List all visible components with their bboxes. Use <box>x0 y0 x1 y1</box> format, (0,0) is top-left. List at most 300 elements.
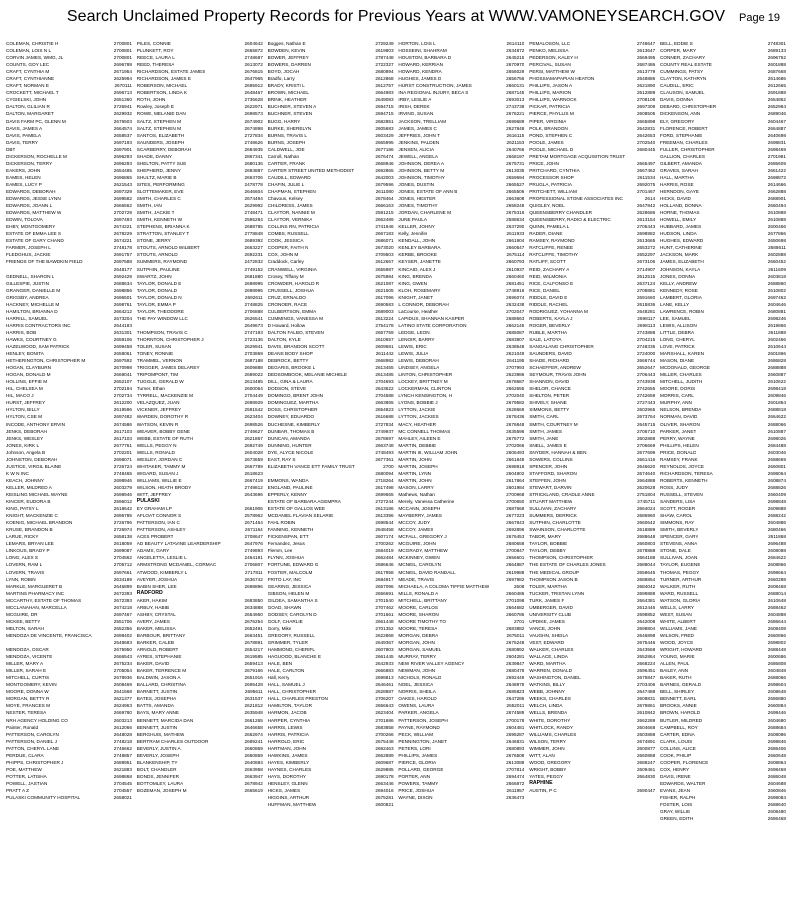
record-row <box>660 688 786 695</box>
record-row <box>660 449 786 456</box>
owner-name: EDWIN, TOLOVA <box>6 217 43 223</box>
owner-name: BARNES, GERALD <box>659 682 702 688</box>
property-id: 2621543 <box>113 181 132 187</box>
property-id: 2613779 <box>636 69 656 75</box>
record-row <box>268 301 394 308</box>
record-row <box>529 449 655 456</box>
record-row <box>398 752 524 759</box>
record-row <box>268 794 394 801</box>
record-row <box>398 174 524 181</box>
record-row <box>268 75 394 82</box>
property-id: 2615836 <box>636 301 656 307</box>
property-id: 2646604 <box>244 188 263 194</box>
property-id: 2726941 <box>113 104 132 110</box>
owner-name: POE, MATTHEW <box>6 766 42 772</box>
property-id: 2676508 <box>506 752 525 758</box>
record-row <box>529 569 655 576</box>
record-row <box>529 435 655 442</box>
record-row <box>529 752 655 759</box>
property-id: 2612667 <box>375 259 394 265</box>
record-row <box>660 731 786 738</box>
property-id: 2665898 <box>636 118 656 124</box>
record-row <box>529 632 655 639</box>
owner-name: PLUNKETT, ROY <box>136 48 174 54</box>
record-row <box>660 702 786 709</box>
owner-name: STEWART, DARVIN <box>529 484 572 490</box>
property-id: 2681880 <box>244 273 263 279</box>
owner-name: CHILDRESS, JAMES <box>267 203 313 209</box>
property-id: 2673764 <box>636 414 656 420</box>
property-id: 2707462 <box>375 604 394 610</box>
record-row <box>660 75 786 82</box>
property-id: 2617096 <box>375 294 394 300</box>
property-id: 2701981 <box>767 153 786 159</box>
property-id: 2698026 <box>767 435 786 441</box>
owner-name: JUNE PAULA <box>398 217 427 223</box>
property-id: 2645715 <box>636 421 656 427</box>
property-id: 2623404 <box>244 414 263 420</box>
property-id: 2867341 <box>244 153 263 159</box>
record-row <box>137 604 263 611</box>
property-id: 2698469 <box>767 146 786 152</box>
record-row <box>6 695 132 702</box>
owner-name: YOUNG, MARIE <box>659 654 695 660</box>
property-id: 2706888 <box>244 308 263 314</box>
property-id: 2698761 <box>113 301 132 307</box>
record-row <box>268 442 394 449</box>
owner-name: SALE, LATOYA <box>529 336 562 342</box>
property-id: 2604668 <box>636 724 656 730</box>
record-row <box>398 498 524 505</box>
record-row <box>6 146 132 153</box>
owner-name: CRANWELL, VIRGINIA <box>267 266 317 272</box>
property-id: 2698246 <box>767 315 786 321</box>
property-id: 2708108 <box>636 97 656 103</box>
record-row <box>529 505 655 512</box>
record-row <box>268 561 394 568</box>
record-row <box>660 597 786 604</box>
record-row <box>268 505 394 512</box>
property-id: 2700262 <box>375 541 394 547</box>
property-id: 2696451 <box>636 668 656 674</box>
owner-name: SHAW, CAROL <box>659 513 693 519</box>
property-id: 2688818 <box>767 407 786 413</box>
property-id: 2680466 <box>767 527 786 533</box>
record-row <box>6 604 132 611</box>
property-id: 2602888 <box>636 435 656 441</box>
owner-name: MC CONNELL THOMAS <box>398 428 451 434</box>
property-id: 2603213 <box>113 717 132 723</box>
owner-name: FARMER, JOSEPH L <box>6 245 51 251</box>
record-row <box>6 392 132 399</box>
property-id: 2748687 <box>244 55 263 61</box>
owner-name: STONE, JERRY <box>136 238 171 244</box>
property-id: 2701540 <box>375 597 394 603</box>
owner-name: KING, BRENDA <box>398 273 432 279</box>
owner-name: LOVERN, TRAVIS <box>6 569 45 575</box>
property-id: 2674898 <box>244 125 263 131</box>
record-row <box>398 533 524 540</box>
record-row <box>137 540 263 547</box>
property-id: 2648978 <box>506 682 525 688</box>
property-id: 2676503 <box>113 118 132 124</box>
record-row <box>137 167 263 174</box>
owner-name: SNELL, JAMES E <box>529 442 567 448</box>
record-row <box>137 350 263 357</box>
property-id: 2624963 <box>113 703 132 709</box>
record-row <box>137 660 263 667</box>
owner-name: MITCHELL, BRITTANY <box>398 597 448 603</box>
owner-name: ENGLAND, PAULINE <box>267 484 313 490</box>
owner-name: TAYLOR, EUGENE <box>659 562 701 568</box>
property-id: 2602965 <box>636 407 656 413</box>
owner-name: SULLIVAN, ZACHARY <box>529 506 577 512</box>
property-id: 2604886 <box>767 520 786 526</box>
property-id: 2724000 <box>636 351 656 357</box>
owner-name: THOMPSON, TRAVIS C <box>136 329 188 335</box>
property-id: 2656756 <box>506 76 525 82</box>
owner-name: BENNETT, MARCIDA DAN <box>136 717 194 723</box>
record-row <box>529 273 655 280</box>
record-row <box>6 251 132 258</box>
property-id: 2683887 <box>244 167 263 173</box>
owner-name: MCNEIL, CAROLYN <box>398 562 442 568</box>
record-row <box>529 75 655 82</box>
record-row <box>398 153 524 160</box>
owner-name: GEDNELL, SHARON L <box>6 273 55 279</box>
property-id: 2692429 <box>113 273 132 279</box>
owner-name: PIPER, VIRGINIA <box>529 118 567 124</box>
record-row <box>660 350 786 357</box>
record-row <box>398 449 524 456</box>
property-id: 2662489 <box>375 217 394 223</box>
record-row <box>6 68 132 75</box>
record-row <box>660 181 786 188</box>
property-id: 2698868 <box>113 773 132 779</box>
record-row <box>268 421 394 428</box>
owner-name: SMITH, JANE <box>529 435 559 441</box>
owner-name: Hall, Kerry <box>267 675 290 681</box>
record-row <box>137 188 263 195</box>
property-id: 2607803 <box>375 647 394 653</box>
property-id: 2675448 <box>375 738 394 744</box>
record-row <box>268 611 394 618</box>
property-id: 2696488 <box>767 541 786 547</box>
owner-name: KOENIG, MICHAEL BRANDON <box>6 520 73 526</box>
owner-name: SITES, PERFORMING <box>136 181 185 187</box>
owner-name: BRADY, KRISTI L <box>267 83 305 89</box>
record-row <box>6 315 132 322</box>
owner-name: KELLER, JOHNY <box>398 224 435 230</box>
record-row <box>268 498 394 505</box>
record-row <box>268 181 394 188</box>
owner-name: HALE, BEN <box>267 661 293 667</box>
property-id: 2646899 <box>113 583 132 589</box>
record-row <box>529 773 655 780</box>
record-row <box>660 463 786 470</box>
owner-name: MCCANN, JOSEPH <box>398 506 441 512</box>
owner-name: MENDOZA, OSCAR <box>6 647 49 653</box>
owner-name: RICE, CALFONSO E <box>529 280 574 286</box>
owner-name: DUNCAN, AMANDA <box>267 435 311 441</box>
record-row <box>529 597 655 604</box>
property-id: 2661416 <box>636 456 656 462</box>
owner-name: HIL, MACO J <box>6 393 34 399</box>
property-id: 2663865 <box>375 400 394 406</box>
owner-name: STUART MATTHEW <box>529 499 573 505</box>
property-id: 2658061 <box>113 351 132 357</box>
owner-name: KNIGHT, JANET <box>398 294 434 300</box>
record-row <box>137 329 263 336</box>
property-id: 2670111 <box>114 83 132 89</box>
property-id: 2672393 <box>113 590 132 596</box>
owner-name: MILLER, SARAH E <box>6 668 47 674</box>
owner-name: SULLIVAN, JOAN <box>659 555 698 561</box>
owner-name: WILLIAMS, JANE <box>659 625 697 631</box>
property-id: 2698071 <box>113 456 132 462</box>
property-id: 2621049 <box>506 351 525 357</box>
record-row <box>529 392 655 399</box>
owner-name: HICKS, DAVID <box>659 196 691 202</box>
property-id: 2643696 <box>244 492 263 497</box>
owner-name: ARMSTRONG MCDANIEL, CORMAC <box>136 562 217 568</box>
owner-name: WATSON, GLORIA <box>659 597 701 603</box>
record-row <box>660 435 786 442</box>
record-row <box>398 118 524 125</box>
owner-name: EVANS, JEAN <box>659 787 691 793</box>
property-id: 2698813 <box>375 675 394 681</box>
property-id: 2611933 <box>506 231 525 237</box>
owner-name: HUGHES, EDWARD <box>659 238 704 244</box>
record-row <box>398 202 524 209</box>
record-row <box>137 61 263 68</box>
owner-name: BAYS, MARY ANNE <box>136 710 179 716</box>
owner-name: CUMMINGS, PATSY <box>659 69 704 75</box>
owner-name: HARROLD, ERIC <box>267 738 305 744</box>
property-id: 2603279 <box>113 484 132 490</box>
owner-name: PIERCE, GLORIA <box>398 759 437 765</box>
record-row <box>660 808 786 815</box>
owner-name: TUCKER, TRISTAN LYNN <box>529 590 585 596</box>
owner-name: REECE, LAURA L <box>136 55 175 61</box>
record-row <box>529 329 655 336</box>
record-row <box>529 519 655 526</box>
property-id: 2610802 <box>767 287 786 293</box>
property-id <box>653 153 655 160</box>
property-id: 2684622 <box>767 555 786 561</box>
record-row <box>6 40 132 47</box>
record-row <box>660 766 786 773</box>
property-id: 2684019 <box>375 548 394 554</box>
owner-name: HURST CONSTRUCTION, JAMES <box>398 83 472 89</box>
owner-name: STOUTS, ARNOLD WILBERT <box>136 245 200 251</box>
owner-name: CLAYTOR, NANNIE M <box>267 210 315 216</box>
property-id: 2664983 <box>375 90 394 96</box>
owner-name: EPPERLY, KENNY <box>267 492 308 497</box>
property-id: 2647976 <box>244 541 263 547</box>
record-row <box>660 526 786 533</box>
record-row <box>137 244 263 251</box>
property-id: 2632438 <box>506 301 525 307</box>
listing-column <box>529 40 655 894</box>
owner-name: HARRILL, SAMUEL <box>6 315 48 321</box>
record-row <box>137 357 263 364</box>
record-row <box>137 371 263 378</box>
record-row <box>529 688 655 695</box>
owner-name: JAMES, ELIZABETH <box>659 259 704 265</box>
owner-name: RODRIGUEZ, YOHANNA M <box>529 308 588 314</box>
owner-name: ROWE, MELANIE DAN <box>136 111 186 117</box>
owner-name: PATTERSON, DANIEL J <box>6 738 57 744</box>
owner-name: BEVERLY, JOSEPH <box>136 752 179 758</box>
owner-name: LOVERN, RAM L <box>6 562 43 568</box>
record-row <box>398 745 524 752</box>
property-id: 2693013 <box>506 97 525 103</box>
record-row <box>268 399 394 406</box>
record-row <box>398 738 524 745</box>
property-id: 2677699 <box>636 449 656 455</box>
property-id: 2660786 <box>506 611 525 617</box>
record-row <box>529 89 655 96</box>
property-id: 2618642 <box>113 506 132 512</box>
property-id: 2621087 <box>375 280 394 286</box>
property-id: 2628686 <box>636 210 656 216</box>
property-id: 2613154 <box>636 217 656 223</box>
record-row <box>398 399 524 406</box>
owner-name: DICKERSON, TERRY <box>6 160 53 166</box>
record-row <box>137 343 263 350</box>
record-row <box>529 533 655 540</box>
property-id: 2663947 <box>244 773 263 779</box>
owner-name: WELCH, LINDA <box>529 703 563 709</box>
owner-name: DEANS BODY SHOP <box>267 351 313 357</box>
owner-name: BROWN, MICHAEL <box>267 90 310 96</box>
record-row <box>6 717 132 724</box>
property-id: 2609888 <box>767 506 786 512</box>
record-row <box>268 273 394 280</box>
owner-name: LAWRENCE, ROBIN <box>659 308 704 314</box>
owner-name: TOLER, SUSAN <box>136 344 172 350</box>
owner-name: GILDEA, SAMANTHA S <box>267 597 318 603</box>
property-id: 2660888 <box>636 752 656 758</box>
record-row <box>660 385 786 392</box>
property-id: 2691660 <box>636 294 656 300</box>
owner-name: HOLLAND, DONNA <box>659 203 702 209</box>
property-id: 2610648 <box>767 597 786 603</box>
owner-name: BALLARD, CHRISTINA <box>136 682 187 688</box>
owner-name: Carroll, Nathan <box>267 153 300 159</box>
record-row <box>268 251 394 258</box>
property-id: 2669495 <box>636 55 656 61</box>
property-id: 2612446 <box>636 604 656 610</box>
owner-name: FAHL ROBIN <box>267 520 296 526</box>
record-row <box>137 230 263 237</box>
owner-name: TUGGLE, GERALD W <box>136 379 184 385</box>
record-row <box>137 625 263 632</box>
owner-name: CLAYTOR, VERNIKA <box>267 217 313 223</box>
record-row <box>137 428 263 435</box>
record-row <box>6 442 132 449</box>
property-id: 2702201 <box>113 449 132 455</box>
record-row <box>398 512 524 519</box>
record-row <box>529 695 655 702</box>
record-row <box>268 773 394 780</box>
property-id: 2678942 <box>244 780 263 786</box>
record-row <box>268 759 394 766</box>
property-id: 2605683 <box>375 125 394 131</box>
owner-name: MOYE, FRANCES M <box>6 703 51 709</box>
record-row <box>660 301 786 308</box>
owner-name: HOLLINS, EFFIE M <box>6 379 48 385</box>
record-row <box>398 132 524 139</box>
owner-name: HARRIS CONTRACTORS INC <box>6 322 71 328</box>
property-id: 2675248 <box>506 639 525 645</box>
record-row <box>398 611 524 618</box>
property-id: 2741946 <box>375 224 394 230</box>
record-row <box>660 533 786 540</box>
property-id: 2698604 <box>767 682 786 688</box>
property-id: 2670970 <box>506 62 525 68</box>
property-id: 2650698 <box>767 238 786 244</box>
record-row <box>398 660 524 667</box>
record-row <box>660 667 786 674</box>
owner-name: TYRRELL, MACKENZIE M <box>136 393 194 399</box>
owner-name: MORGAN, JOHN <box>398 639 435 645</box>
property-id: 2694016 <box>375 787 394 793</box>
property-id: 2647965 <box>244 76 263 82</box>
owner-name: THORNTON, CHRISTOPHER J <box>136 336 204 342</box>
owner-name: QUIGLEY, NOEL <box>529 203 565 209</box>
property-id: 2662889 <box>375 752 394 758</box>
owner-name: MEADE, TRAVIS <box>398 576 435 582</box>
owner-name: BENNETT, JUSTIN <box>136 724 178 730</box>
property-id: 2617958 <box>375 569 394 575</box>
owner-name: FLEDGHUS, JACKIE <box>6 252 51 258</box>
property-id: 2642933 <box>375 661 394 667</box>
owner-name: ESTATE OF BARBARA AGEMPRA <box>267 499 341 505</box>
property-id: 2749937 <box>375 428 394 434</box>
property-id: 2612200 <box>113 400 132 406</box>
property-id: 2698446 <box>767 710 786 716</box>
owner-name: INA REGIONAL INJURY, BECA S <box>398 90 469 96</box>
record-row <box>137 336 263 343</box>
record-row <box>6 209 132 216</box>
record-row <box>660 470 786 477</box>
record-row <box>398 125 524 132</box>
record-row <box>398 336 524 343</box>
property-id: 2618623 <box>244 470 263 476</box>
record-row <box>398 632 524 639</box>
owner-name: EDWARDS, DEBORAH <box>6 188 56 194</box>
owner-name: BEVERLY, JUSTIN A <box>136 745 181 751</box>
owner-name: LENOIR, BARRY <box>398 336 435 342</box>
owner-name: TOLER, MARTHA <box>529 583 568 589</box>
property-id: 2660288 <box>767 576 786 582</box>
property-id: 2657096 <box>375 583 394 589</box>
owner-name: CORPER, MARY <box>659 48 697 54</box>
property-id: 2667183 <box>375 231 394 237</box>
owner-name: ARBUY, HABIB <box>136 604 170 610</box>
owner-name: ACES PROBERT <box>136 534 174 540</box>
record-row <box>268 618 394 625</box>
property-id: 2704449 <box>244 393 263 399</box>
record-row <box>660 40 786 47</box>
owner-name: BELL, SHIRLEY <box>659 689 695 695</box>
owner-name: DEGARIS, BROOKE L <box>267 365 316 371</box>
owner-name: CONNER, ZACHARY <box>659 55 706 61</box>
owner-name: BURKE, SHERELYN <box>267 125 312 131</box>
property-id: 2698573 <box>244 111 263 117</box>
